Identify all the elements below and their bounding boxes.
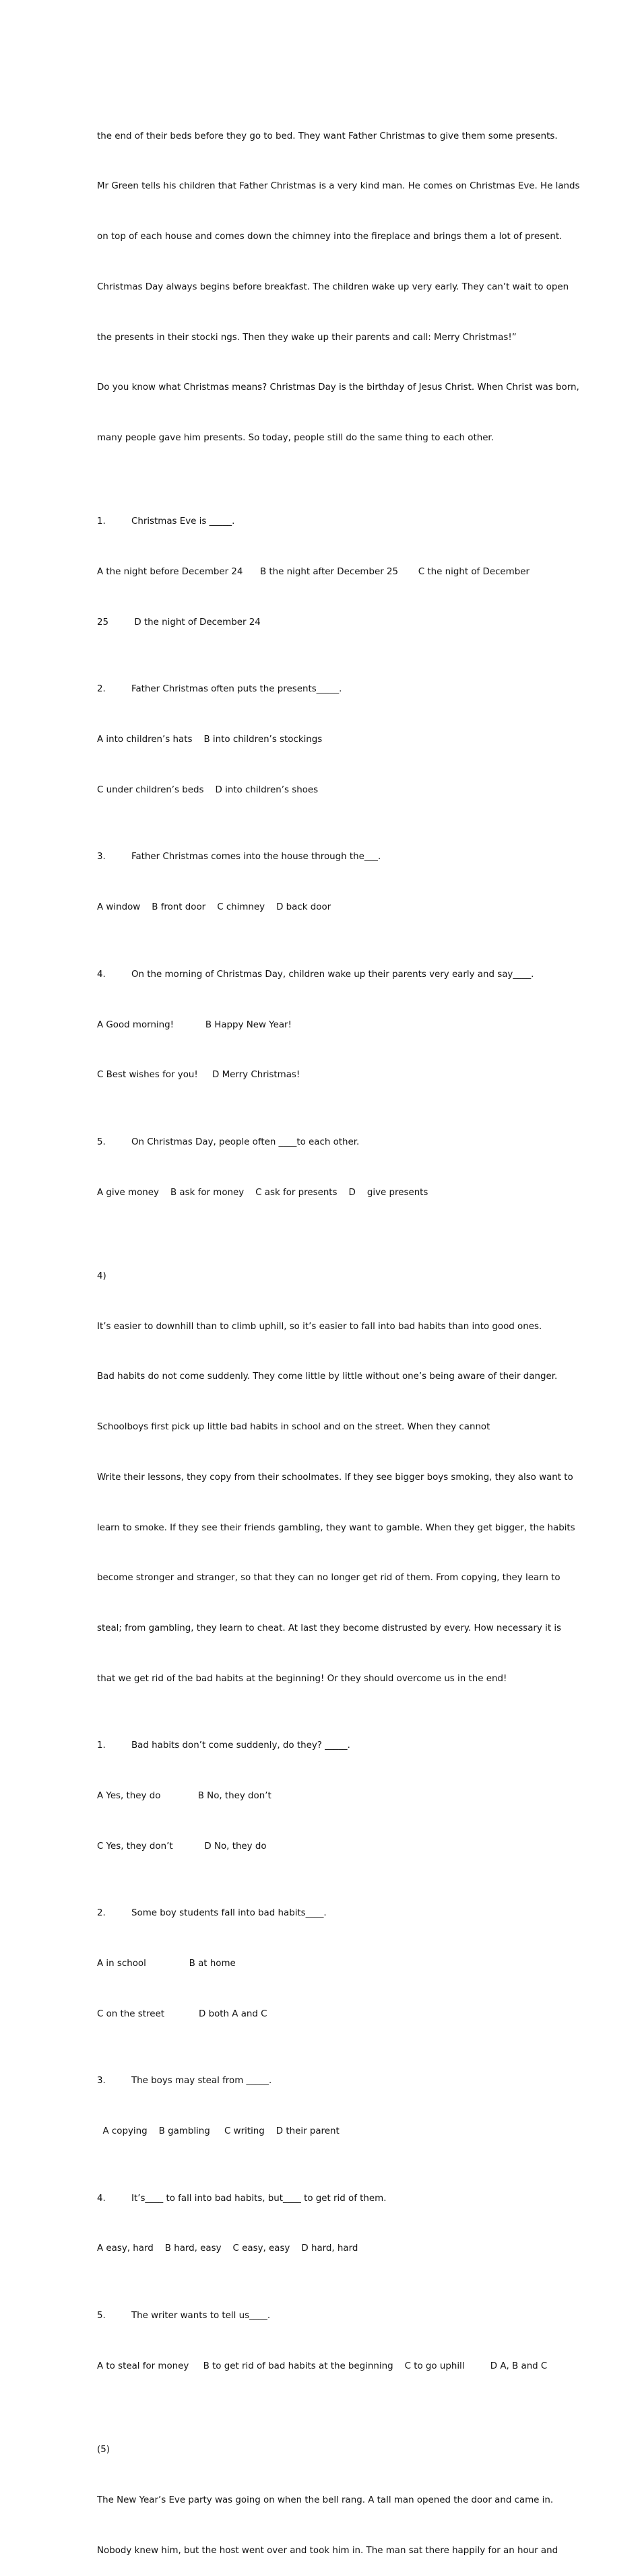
- answer-options: A give money B ask for money C ask for presents D give presents: [97, 1187, 428, 1198]
- question: [97, 1905, 555, 1922]
- paragraph-line: The New Year’s Eve party was going on when the bell rang. A tall man opened the door and came in.: [97, 2495, 554, 2505]
- answer-options: C Best wishes for you! D Merry Christmas!: [97, 1070, 300, 1081]
- paragraph-line: the end of their beds before they go to bed. They want Father Christmas to give them some presents.: [97, 131, 558, 141]
- question-text: Some boy students fall into bad habits____.: [131, 1908, 327, 1919]
- question-number: 5.: [97, 1137, 106, 1147]
- section-label: 4): [97, 1271, 106, 1282]
- question-number: 3.: [97, 852, 106, 862]
- question-number: 1.: [97, 1740, 106, 1751]
- question: [97, 2073, 555, 2090]
- question: [97, 849, 555, 866]
- answer-options: A into children’s hats B into children’s stockings: [97, 735, 323, 745]
- question-number: 2.: [97, 1908, 106, 1919]
- question: [97, 1738, 555, 1755]
- question-number: 2.: [97, 684, 106, 695]
- paragraph-line: become stronger and stranger, so that they can no longer get rid of them. From copying, they learn to: [97, 1573, 561, 1584]
- answer-options: A Yes, they do B No, they don’t: [97, 1790, 271, 1801]
- question-number: 4.: [97, 2193, 106, 2204]
- question: [97, 681, 555, 698]
- question-text: Father Christmas comes into the house through the___.: [131, 852, 381, 862]
- paragraph-line: It’s easier to downhill than to climb uphill, so it’s easier to fall into bad habits than into good ones.: [97, 1321, 542, 1332]
- paragraph-line: Write their lessons, they copy from their schoolmates. If they see bigger boys smoking, they also want to: [97, 1472, 573, 1483]
- question-text: Christmas Eve is _____.: [131, 516, 235, 527]
- question-number: 5.: [97, 2310, 106, 2321]
- answer-options: A in school B at home: [97, 1958, 236, 1969]
- question-text: On the morning of Christmas Day, children wake up their parents very early and say____.: [131, 969, 534, 980]
- paragraph-line: on top of each house and comes down the chimney into the fireplace and brings them a lot of present.: [97, 232, 563, 242]
- question: [97, 967, 555, 984]
- question-number: 3.: [97, 2076, 106, 2087]
- paragraph-line: Bad habits do not come suddenly. They come little by little without one’s being aware of their danger.: [97, 1371, 558, 1382]
- paragraph-line: Do you know what Christmas means? Christmas Day is the birthday of Jesus Christ. When Christ was born,: [97, 382, 579, 393]
- question: [97, 1134, 555, 1151]
- question-text: On Christmas Day, people often ____to each other.: [131, 1137, 360, 1147]
- paragraph-line: learn to smoke. If they see their friends gambling, they want to gamble. When they get bigger, the habits: [97, 1522, 575, 1533]
- paragraph-line: Schoolboys first pick up little bad habits in school and on the street. When they cannot: [97, 1422, 490, 1433]
- paragraph-line: that we get rid of the bad habits at the beginning! Or they should overcome us in the end!: [97, 1673, 507, 1684]
- question: [97, 2308, 555, 2325]
- paragraph-line: the presents in their stocki ngs. Then they wake up their parents and call: Merry Christmas!”: [97, 332, 517, 343]
- paragraph-line: many people gave him presents. So today, people still do the same thing to each other.: [97, 432, 494, 443]
- paragraph-line: Nobody knew him, but the host went over and took him in. The man sat there happily for an hour and: [97, 2545, 558, 2556]
- answer-options: A window B front door C chimney D back door: [97, 902, 331, 913]
- question-text: The writer wants to tell us____.: [131, 2310, 271, 2321]
- document-body: [97, 78, 580, 2576]
- answer-options: A Good morning! B Happy New Year!: [97, 1019, 292, 1030]
- question-text: It’s____ to fall into bad habits, but____ to get rid of them.: [131, 2193, 387, 2204]
- paragraph-line: Mr Green tells his children that Father Christmas is a very kind man. He comes on Christmas Eve. He lands: [97, 181, 580, 192]
- answer-options: 25 D the night of December 24: [97, 617, 261, 628]
- question-text: Bad habits don’t come suddenly, do they? _____.: [131, 1740, 350, 1751]
- answer-options: C under children’s beds D into children’s shoes: [97, 784, 319, 795]
- answer-options: C Yes, they don’t D No, they do: [97, 1841, 267, 1852]
- paragraph-line: steal; from gambling, they learn to cheat. At last they become distrusted by every. How necessary it is: [97, 1623, 562, 1633]
- answer-options: C on the street D both A and C: [97, 2008, 267, 2019]
- question: [97, 514, 555, 531]
- answer-options: A easy, hard B hard, easy C easy, easy D hard, hard: [97, 2243, 358, 2254]
- question-number: 1.: [97, 516, 106, 527]
- question-text: The boys may steal from _____.: [131, 2076, 272, 2087]
- paragraph-line: Christmas Day always begins before breakfast. The children wake up very early. They can’t wait to open: [97, 281, 569, 292]
- question-text: Father Christmas often puts the presents_____.: [131, 684, 342, 695]
- answer-options: A to steal for money B to get rid of bad habits at the beginning C to go uphill D A, B and C: [97, 2361, 548, 2371]
- section-label: (5): [97, 2445, 110, 2455]
- answer-options: A copying B gambling C writing D their parent: [97, 2126, 340, 2136]
- question-number: 4.: [97, 969, 106, 980]
- answer-options: A the night before December 24 B the night after December 25 C the night of December: [97, 567, 530, 578]
- question: [97, 2191, 555, 2208]
